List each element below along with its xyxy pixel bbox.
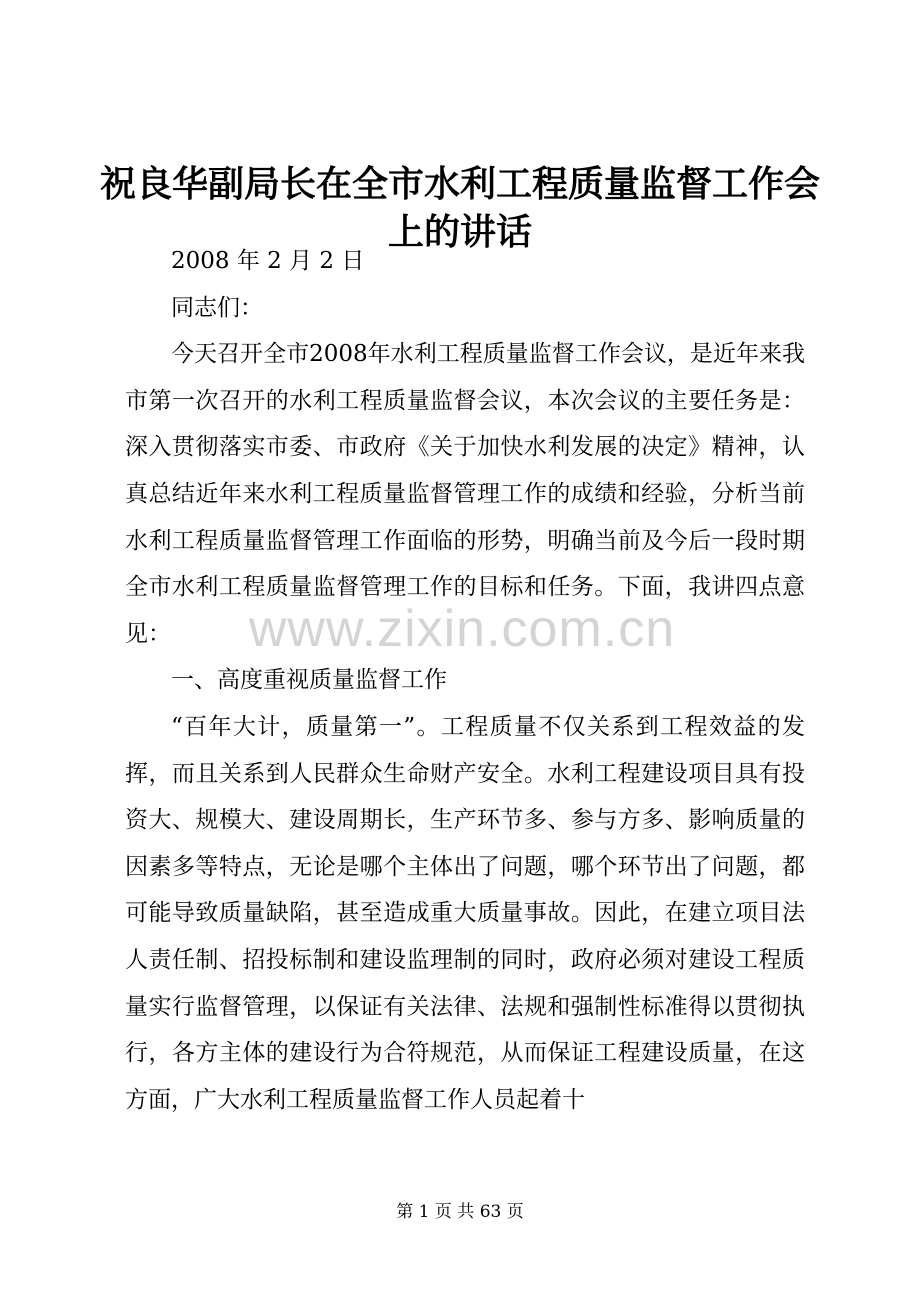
page-footer: 第 1 页 共 63 页 xyxy=(396,1202,524,1222)
watermark: www.zixin.com.cn xyxy=(248,600,676,658)
document-body xyxy=(125,238,805,1123)
paragraph-section-1: “百年大计，质量第一”。工程质量不仅关系到工程效益的发挥，而且关系到人民群众生命财产安全。水利工程建设项目具有投资大、规模大、建设周期长，生产环节多、参与方多、影响质量的因素多等特点，无论是哪个主体出了问题，哪个环节出了问题，都可能导致质量缺陷，甚至造成重大质量事故。因此，在建立项目法人责任制、招投标制和建设监理制的同时，政府必须对建设工程质量实行监督管理，以保证有关法律、法规和强制性标准得以贯彻执行，各方主体的建设行为合符规范，从而保证工程建设质量，在这方面，广大水利工程质量监督工作人员起着十 xyxy=(125,713,805,1113)
paragraph-intro: 今天召开全市2008年水利工程质量监督工作会议，是近年来我市第一次召开的水利工程质量监督会议，本次会议的主要任务是：深入贯彻落实市委、市政府《关于加快水利发展的决定》精神，认真总结近年来水利工程质量监督管理工作的成绩和经验，分析当前水利工程质量监督管理工作面临的形势，明确当前及今后一段时期全市水利工程质量监督管理工作的目标和任务。下面，我讲四点意见： xyxy=(125,341,805,647)
document-date: 2008 年 2 月 2 日 xyxy=(171,248,365,274)
document-title: 祝良华副局长在全市水利工程质量监督工作会上的讲话 xyxy=(100,163,821,253)
section-heading-1: 一、高度重视质量监督工作 xyxy=(171,667,447,694)
salutation: 同志们： xyxy=(171,294,263,321)
